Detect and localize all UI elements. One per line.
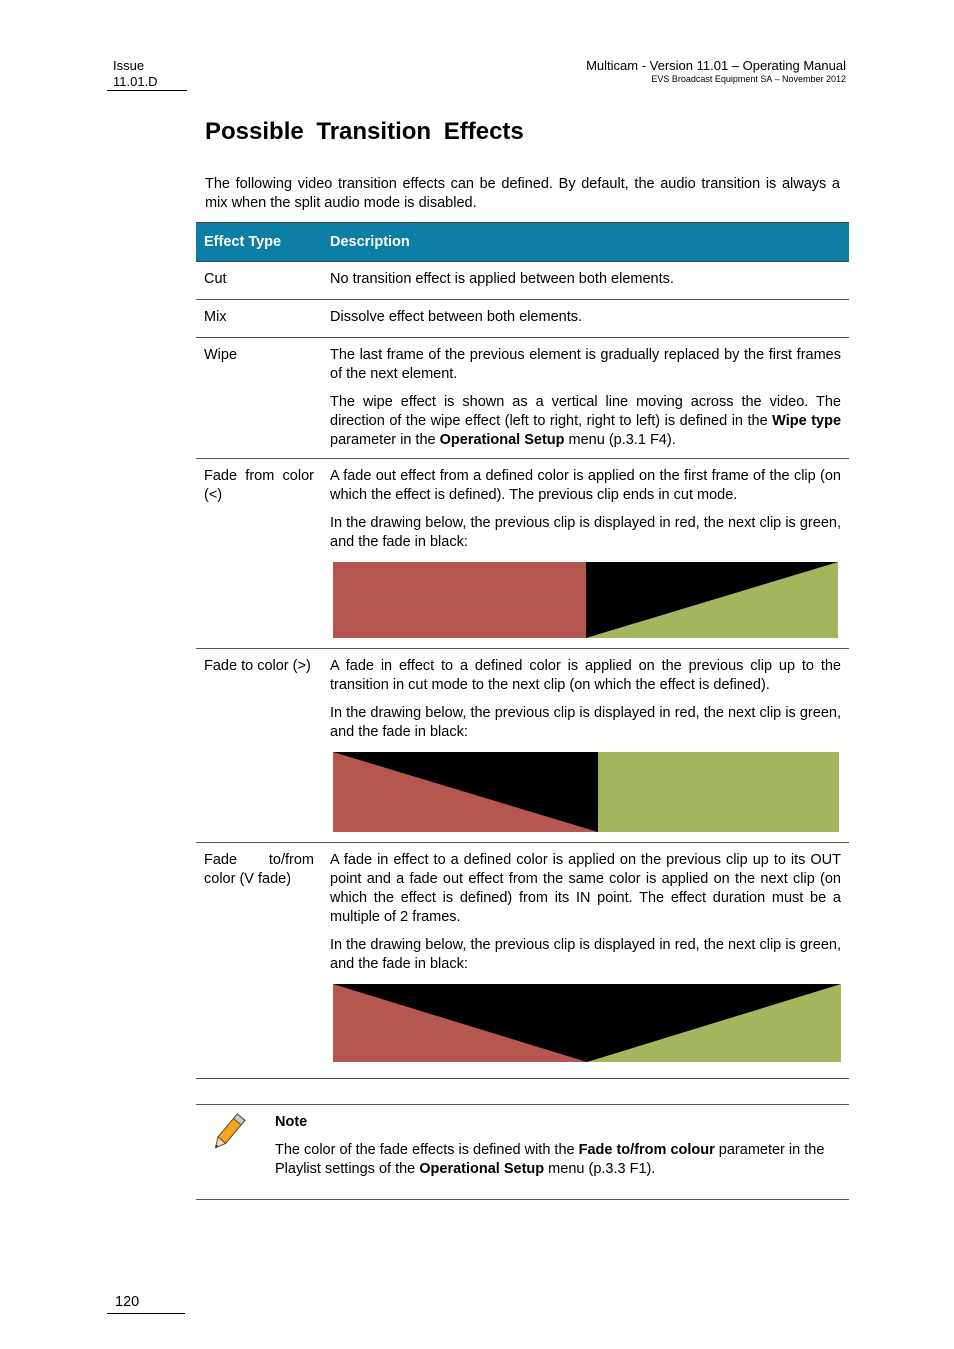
note-title: Note [275,1114,308,1130]
description-paragraph: A fade in effect to a defined color is applied on the previous clip up to the transition in cut mode to the next clip (on which the effect is defined). [330,658,841,693]
effect-type-cell: Fade to color (>) [196,649,322,843]
description-cell [322,459,849,649]
description-cell [322,338,849,459]
table-row-fade-to-from-color [196,843,849,1079]
transition-effects-table [196,222,849,1079]
manual-title: Multicam - Version 11.01 – Operating Manual [586,58,846,73]
fade-from-color-diagram [333,562,838,638]
column-header-description: Description [322,223,849,262]
description-cell: No transition effect is applied between both elements. [322,262,849,300]
next-clip-green [598,752,839,832]
company-line: EVS Broadcast Equipment SA – November 2012 [651,74,846,84]
v-fade-diagram [333,984,841,1062]
note-text [275,1141,845,1179]
text-run: menu (p.3.3 F1). [544,1161,656,1177]
text-run: menu (p.3.1 F4). [564,432,676,448]
effect-type-cell: Fade to/from color (V fade) [196,843,322,1079]
effect-type-cell: Mix [196,300,322,338]
page-number: 120 [115,1294,140,1310]
operational-setup-ref: Operational Setup [439,432,565,448]
text-run: parameter in the [330,432,440,448]
issue-label: Issue [113,58,145,73]
wipe-type-param: Wipe type [772,413,842,429]
intro-paragraph: The following video transition effects can be defined. By default, the audio transition is always a mix when the split audio mode is disabled. [205,176,840,211]
manual-header [586,58,846,85]
description-cell [322,843,849,1079]
table-row-fade-to-color [196,649,849,843]
note-bottom-rule [196,1199,849,1200]
description-paragraph: A fade out effect from a defined color is applied on the first frame of the clip (on which the effect is defined). The previous clip ends in cut mode. [330,468,841,503]
description-cell: Dissolve effect between both elements. [322,300,849,338]
effect-type-cell: Wipe [196,338,322,459]
page-number-underline [107,1313,185,1314]
previous-clip-red [333,562,586,638]
pencil-icon [204,1112,250,1156]
note-top-rule [196,1104,849,1105]
description-paragraph: The last frame of the previous element is gradually replaced by the first frames of the next element. [330,347,841,382]
description-paragraph: A fade in effect to a defined color is applied on the previous clip up to its OUT point and a fade out effect from the same color is applied on the next clip (on which the effect is defined) from its IN point. The effect duration must be a multiple of 2 frames. [330,852,841,925]
column-header-effect-type: Effect Type [196,223,322,262]
issue-value: 11.01.D [113,73,158,89]
fade-to-color-diagram [333,752,839,832]
description-paragraph: In the drawing below, the previous clip is displayed in red, the next clip is green, and the fade in black: [330,937,841,972]
operational-setup-ref: Operational Setup [419,1161,545,1177]
description-cell [322,649,849,843]
table-row-wipe [196,338,849,459]
fade-colour-param: Fade to/from colour [578,1142,715,1158]
description-paragraph: In the drawing below, the previous clip is displayed in red, the next clip is green, and the fade in black: [330,705,841,740]
text-run: The color of the fade effects is defined with the [275,1142,579,1158]
description-paragraph: In the drawing below, the previous clip is displayed in red, the next clip is green, and the fade in black: [330,515,841,550]
page-title: Possible Transition Effects [205,118,524,145]
text-run: The wipe effect is shown as a vertical line moving across the video. The direction of the wipe effect (left to right, right to left) is defined in the [330,394,841,429]
issue-underline [107,90,187,91]
table-row-mix [196,300,849,338]
issue-block [113,58,158,89]
description-paragraph [330,393,841,450]
effect-type-cell: Fade from color (<) [196,459,322,649]
text-run: parameter in the Playlist settings of the [275,1142,825,1177]
table-row-fade-from-color [196,459,849,649]
effect-type-cell: Cut [196,262,322,300]
table-row-cut [196,262,849,300]
table-header-row [196,223,849,262]
